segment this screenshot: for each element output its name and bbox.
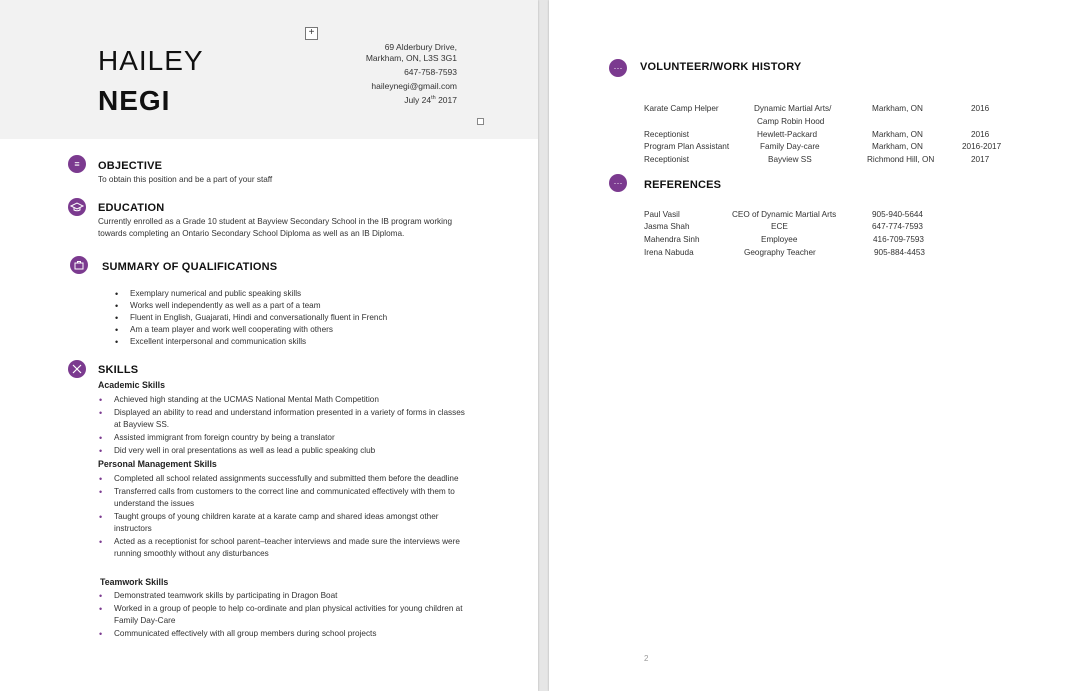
list-item: • Transferred calls from customers to the correct line and communicated effectively with them to understand the issues — [99, 486, 469, 510]
reference-phone: 647-774-7593 — [872, 222, 923, 231]
briefcase-icon — [70, 256, 88, 274]
volunteer-location: Markham, ON — [872, 104, 923, 113]
list-item: • Communicated effectively with all group members during school projects — [99, 628, 469, 640]
date-suffix: th — [431, 95, 436, 101]
references-title: REFERENCES — [644, 179, 722, 191]
volunteer-title: VOLUNTEER/WORK HISTORY — [640, 61, 802, 73]
list-item: • Displayed an ability to read and understand information presented in a variety of forms in classes at Bayview SS. — [99, 407, 469, 431]
qualifications-title: SUMMARY OF QUALIFICATIONS — [102, 261, 278, 273]
volunteer-location: Richmond Hill, ON — [867, 155, 935, 164]
list-item: • Completed all school related assignments successfully and submitted them before the deadline — [99, 473, 469, 485]
page-number: 2 — [644, 654, 649, 663]
resize-handle-icon[interactable] — [477, 118, 484, 125]
reference-title: Geography Teacher — [744, 248, 816, 257]
volunteer-location: Markham, ON — [872, 130, 923, 139]
academic-skills-list — [99, 394, 469, 458]
date-day: July 24 — [404, 94, 432, 105]
list-item: • Did very well in oral presentations as well as lead a public speaking club — [99, 445, 469, 457]
reference-name: Irena Nabuda — [644, 248, 694, 257]
list-icon: ≡ — [68, 155, 86, 173]
volunteer-org-line-2: Camp Robin Hood — [757, 117, 825, 126]
volunteer-location: Markham, ON — [872, 142, 923, 151]
resume-page-1 — [0, 0, 538, 691]
reference-title: ECE — [771, 222, 788, 231]
personal-skills-list — [99, 473, 469, 561]
volunteer-year: 2016 — [971, 104, 990, 113]
objective-text: To obtain this position and be a part of your staff — [98, 175, 273, 184]
education-line-1: Currently enrolled as a Grade 10 student at Bayview Secondary School in the IB program working — [98, 217, 453, 226]
list-item: • Assisted immigrant from foreign country by being a translator — [99, 432, 469, 444]
graduation-cap-icon — [68, 198, 86, 216]
reference-phone: 416-709-7593 — [873, 235, 924, 244]
skills-title: SKILLS — [98, 364, 139, 376]
list-item: • Taught groups of young children karate at a karate camp and shared ideas amongst other instructors — [99, 511, 469, 535]
volunteer-year: 2016-2017 — [962, 142, 1002, 151]
education-line-2: towards completing an Ontario Secondary School Diploma as well as an IB Diploma. — [98, 229, 405, 238]
reference-title: Employee — [761, 235, 798, 244]
volunteer-role: Program Plan Assistant — [644, 142, 730, 151]
volunteer-role: Receptionist — [644, 155, 690, 164]
list-item: • Demonstrated teamwork skills by participating in Dragon Boat — [99, 590, 469, 602]
first-name: HAILEY — [98, 45, 204, 76]
teamwork-skills-list — [99, 590, 469, 641]
volunteer-role: Receptionist — [644, 130, 690, 139]
move-handle-icon[interactable]: + — [305, 27, 318, 40]
list-item: • Am a team player and work well cooperating with others — [115, 324, 475, 336]
volunteer-year: 2016 — [971, 130, 990, 139]
phone-number: 647-758-7593 — [404, 67, 457, 77]
volunteer-role: Karate Camp Helper — [644, 104, 719, 113]
reference-phone: 905-940-5644 — [872, 210, 923, 219]
list-item: • Works well independently as well as a part of a team — [115, 300, 475, 312]
objective-title: OBJECTIVE — [98, 160, 163, 172]
header-band — [0, 0, 538, 139]
reference-name: Jasma Shah — [644, 222, 690, 231]
tools-icon — [68, 360, 86, 378]
qualifications-list — [115, 288, 475, 348]
list-item: • Acted as a receptionist for school parent–teacher interviews and made sure the interviews were running smoothly without any disturbances — [99, 536, 469, 560]
address-line-2: Markham, ON, L3S 3G1 — [365, 53, 457, 63]
teamwork-skills-title: Teamwork Skills — [100, 577, 169, 587]
volunteer-org: Hewlett-Packard — [757, 130, 818, 139]
reference-title: CEO of Dynamic Martial Arts — [732, 210, 837, 219]
reference-phone: 905-884-4453 — [874, 248, 925, 257]
resume-page-2 — [549, 0, 1086, 691]
last-name: NEGI — [98, 85, 171, 116]
list-item: • Exemplary numerical and public speaking skills — [115, 288, 475, 300]
list-item: • Achieved high standing at the UCMAS National Mental Math Competition — [99, 394, 469, 406]
list-item: • Fluent in English, Guajarati, Hindi and conversationally fluent in French — [115, 312, 475, 324]
reference-name: Mahendra Sinh — [644, 235, 700, 244]
date — [404, 92, 457, 106]
personal-skills-title: Personal Management Skills — [98, 459, 217, 469]
ellipsis-icon: ··· — [609, 59, 627, 77]
academic-skills-title: Academic Skills — [98, 380, 165, 390]
date-year: 2017 — [435, 94, 457, 105]
ellipsis-icon: ··· — [609, 174, 627, 192]
list-item: • Excellent interpersonal and communication skills — [115, 336, 475, 348]
list-item: • Worked in a group of people to help co-ordinate and plan physical activities for young children at Family Day-Care — [99, 603, 469, 627]
email-address: haileynegi@gmail.com — [371, 81, 457, 91]
volunteer-org: Bayview SS — [768, 155, 812, 164]
volunteer-org: Dynamic Martial Arts/ — [754, 104, 832, 113]
volunteer-year: 2017 — [971, 155, 990, 164]
education-title: EDUCATION — [98, 202, 165, 214]
reference-name: Paul Vasil — [644, 210, 680, 219]
address-line-1: 69 Alderbury Drive, — [384, 42, 457, 52]
volunteer-org: Family Day-care — [760, 142, 820, 151]
